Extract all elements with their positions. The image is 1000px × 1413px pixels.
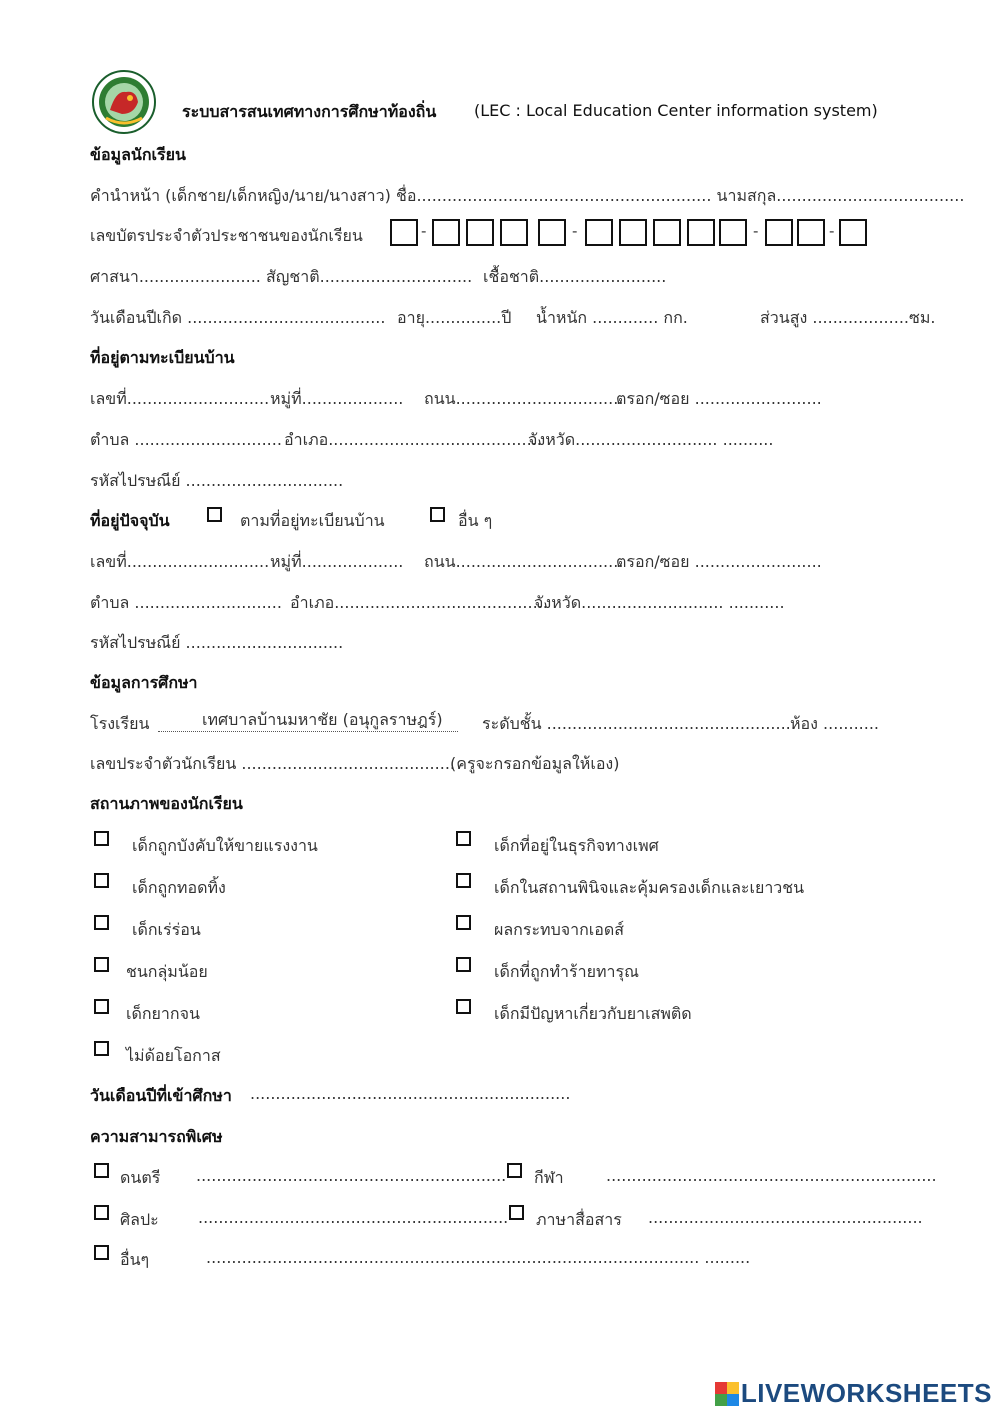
liveworksheets-brand bbox=[715, 1378, 992, 1409]
talent-language-field[interactable]: ...................................................... bbox=[648, 1208, 923, 1227]
talent-other-field[interactable]: ................................................................................................. ......... bbox=[206, 1248, 751, 1267]
cur-amphoe-field[interactable]: อำเภอ.......................................... bbox=[290, 593, 548, 612]
other-address-label: อื่น ๆ bbox=[458, 511, 493, 530]
weight-field[interactable]: น้ำหนัก ............. กก. bbox=[536, 308, 688, 327]
registered-address-heading: ที่อยู่ตามทะเบียนบ้าน bbox=[90, 348, 235, 367]
current-address-heading: ที่อยู่ปัจจุบัน bbox=[90, 511, 170, 530]
talent-label-music: ดนตรี bbox=[120, 1168, 161, 1187]
system-subtitle: (LEC : Local Education Center information system) bbox=[474, 101, 878, 120]
talent-checkbox-music[interactable] bbox=[94, 1163, 109, 1178]
reg-moo-field[interactable]: หมู่ที่.................... bbox=[270, 389, 404, 408]
student-info-heading: ข้อมูลนักเรียน bbox=[90, 145, 186, 164]
name-field[interactable]: คำนำหน้า (เด็กชาย/เด็กหญิง/นาย/นางสาว) ชื่อ.......................................................... นามสกุล..................................... bbox=[90, 186, 965, 205]
height-field[interactable]: ส่วนสูง ...................ซม. bbox=[760, 308, 936, 327]
status-checkbox[interactable] bbox=[94, 831, 109, 846]
status-checkbox[interactable] bbox=[456, 873, 471, 888]
citizen-id-dash: - bbox=[753, 222, 759, 240]
status-checkbox[interactable] bbox=[94, 999, 109, 1014]
citizen-id-dash: - bbox=[572, 222, 578, 240]
citizen-id-digit-box[interactable] bbox=[719, 219, 747, 246]
school-name-field[interactable]: เทศบาลบ้านมหาชัย (อนุกูลราษฎร์) bbox=[158, 708, 458, 732]
status-option-label: เด็กในสถานพินิจและคุ้มครองเด็กและเยาวชน bbox=[494, 878, 805, 897]
cur-moo-field[interactable]: หมู่ที่.................... bbox=[270, 552, 404, 571]
liveworksheets-wordmark: LIVEWORKSHEETS bbox=[740, 1378, 992, 1408]
status-option-label: ชนกลุ่มน้อย bbox=[126, 962, 208, 981]
cur-postcode-field[interactable]: รหัสไปรษณีย์ ............................... bbox=[90, 633, 344, 652]
citizen-id-digit-box[interactable] bbox=[765, 219, 793, 246]
school-seal-logo bbox=[92, 70, 156, 134]
religion-field[interactable]: ศาสนา........................ bbox=[90, 267, 261, 286]
talent-label-art: ศิลปะ bbox=[120, 1210, 159, 1229]
status-option-label: เด็กที่ถูกทำร้ายทารุณ bbox=[494, 962, 639, 981]
status-checkbox[interactable] bbox=[456, 831, 471, 846]
room-field[interactable]: ห้อง ........... bbox=[790, 714, 879, 733]
talent-label-sport: กีฬา bbox=[534, 1168, 564, 1187]
teacher-fill-note: (ครูจะกรอกข้อมูลให้เอง) bbox=[450, 754, 620, 773]
status-option-label: ไม่ด้อยโอกาส bbox=[126, 1046, 221, 1065]
status-option-label: เด็กยากจน bbox=[126, 1004, 200, 1023]
enrollment-date-label: วันเดือนปีที่เข้าศึกษา bbox=[90, 1086, 232, 1105]
status-checkbox[interactable] bbox=[94, 873, 109, 888]
status-option-label: เด็กเร่ร่อน bbox=[132, 920, 201, 939]
reg-province-field[interactable]: จังหวัด............................ .......... bbox=[528, 430, 774, 449]
system-title: ระบบสารสนเทศทางการศึกษาท้องถิ่น bbox=[182, 102, 437, 121]
talent-art-field[interactable]: ............................................................. bbox=[198, 1208, 509, 1227]
student-id-field[interactable]: เลขประจำตัวนักเรียน .......................................... bbox=[90, 754, 455, 773]
status-option-label: เด็กถูกทอดทิ้ง bbox=[132, 878, 226, 897]
age-field[interactable]: อายุ...............ปี bbox=[397, 308, 512, 327]
talents-heading: ความสามารถพิเศษ bbox=[90, 1127, 223, 1146]
grade-field[interactable]: ระดับชั้น ................................................. bbox=[482, 714, 796, 733]
same-address-label: ตามที่อยู่ทะเบียนบ้าน bbox=[240, 511, 385, 530]
citizen-id-digit-box[interactable] bbox=[390, 219, 418, 246]
status-checkbox[interactable] bbox=[456, 999, 471, 1014]
talent-checkbox-language[interactable] bbox=[509, 1205, 524, 1220]
talent-checkbox-other[interactable] bbox=[94, 1245, 109, 1260]
citizen-id-digit-box[interactable] bbox=[500, 219, 528, 246]
race-field[interactable]: เชื้อชาติ......................... bbox=[483, 267, 667, 286]
talent-sport-field[interactable]: ................................................................. bbox=[606, 1166, 937, 1185]
status-checkbox[interactable] bbox=[456, 957, 471, 972]
talent-checkbox-art[interactable] bbox=[94, 1205, 109, 1220]
liveworksheets-logo-icon bbox=[715, 1382, 739, 1406]
citizen-id-digit-box[interactable] bbox=[538, 219, 566, 246]
reg-postcode-field[interactable]: รหัสไปรษณีย์ ............................... bbox=[90, 471, 344, 490]
education-heading: ข้อมูลการศึกษา bbox=[90, 673, 198, 692]
reg-amphoe-field[interactable]: อำเภอ.......................................... bbox=[284, 430, 542, 449]
citizen-id-digit-box[interactable] bbox=[687, 219, 715, 246]
status-checkbox[interactable] bbox=[456, 915, 471, 930]
talent-label-language: ภาษาสื่อสาร bbox=[536, 1210, 622, 1229]
student-status-heading: สถานภาพของนักเรียน bbox=[90, 794, 243, 813]
other-address-checkbox[interactable] bbox=[430, 507, 445, 522]
status-option-label: ผลกระทบจากเอดส์ bbox=[494, 920, 625, 939]
citizen-id-dash: - bbox=[829, 222, 835, 240]
citizen-id-label: เลขบัตรประจำตัวประชาชนของนักเรียน bbox=[90, 226, 363, 245]
reg-house-no-field[interactable]: เลขที่............................ bbox=[90, 389, 270, 408]
citizen-id-digit-box[interactable] bbox=[653, 219, 681, 246]
reg-road-field[interactable]: ถนน................................. bbox=[424, 389, 624, 408]
citizen-id-digit-box[interactable] bbox=[797, 219, 825, 246]
birthdate-field[interactable]: วันเดือนปีเกิด ....................................... bbox=[90, 308, 386, 327]
cur-tambon-field[interactable]: ตำบล ............................. bbox=[90, 593, 282, 612]
citizen-id-digit-box[interactable] bbox=[466, 219, 494, 246]
talent-music-field[interactable]: ............................................................. bbox=[196, 1166, 507, 1185]
cur-house-no-field[interactable]: เลขที่............................ bbox=[90, 552, 270, 571]
talent-checkbox-sport[interactable] bbox=[507, 1163, 522, 1178]
citizen-id-dash: - bbox=[421, 222, 427, 240]
status-option-label: เด็กที่อยู่ในธุรกิจทางเพศ bbox=[494, 836, 659, 855]
reg-tambon-field[interactable]: ตำบล ............................. bbox=[90, 430, 282, 449]
cur-soi-field[interactable]: ตรอก/ซอย ......................... bbox=[616, 552, 822, 571]
status-checkbox[interactable] bbox=[94, 1041, 109, 1056]
citizen-id-digit-box[interactable] bbox=[432, 219, 460, 246]
same-address-checkbox[interactable] bbox=[207, 507, 222, 522]
school-label: โรงเรียน bbox=[90, 714, 150, 733]
status-option-label: เด็กมีปัญหาเกี่ยวกับยาเสพติด bbox=[494, 1004, 692, 1023]
talent-label-other: อื่นๆ bbox=[120, 1250, 150, 1269]
citizen-id-digit-box[interactable] bbox=[839, 219, 867, 246]
cur-province-field[interactable]: จังหวัด............................ ........... bbox=[534, 593, 785, 612]
status-checkbox[interactable] bbox=[94, 957, 109, 972]
status-option-label: เด็กถูกบังคับให้ขายแรงงาน bbox=[132, 836, 318, 855]
nationality-field[interactable]: สัญชาติ.............................. bbox=[266, 267, 473, 286]
reg-soi-field[interactable]: ตรอก/ซอย ......................... bbox=[616, 389, 822, 408]
status-checkbox[interactable] bbox=[94, 915, 109, 930]
citizen-id-digit-box[interactable] bbox=[619, 219, 647, 246]
cur-road-field[interactable]: ถนน................................. bbox=[424, 552, 624, 571]
citizen-id-digit-box[interactable] bbox=[585, 219, 613, 246]
enrollment-date-field[interactable]: ............................................................... bbox=[250, 1084, 571, 1103]
